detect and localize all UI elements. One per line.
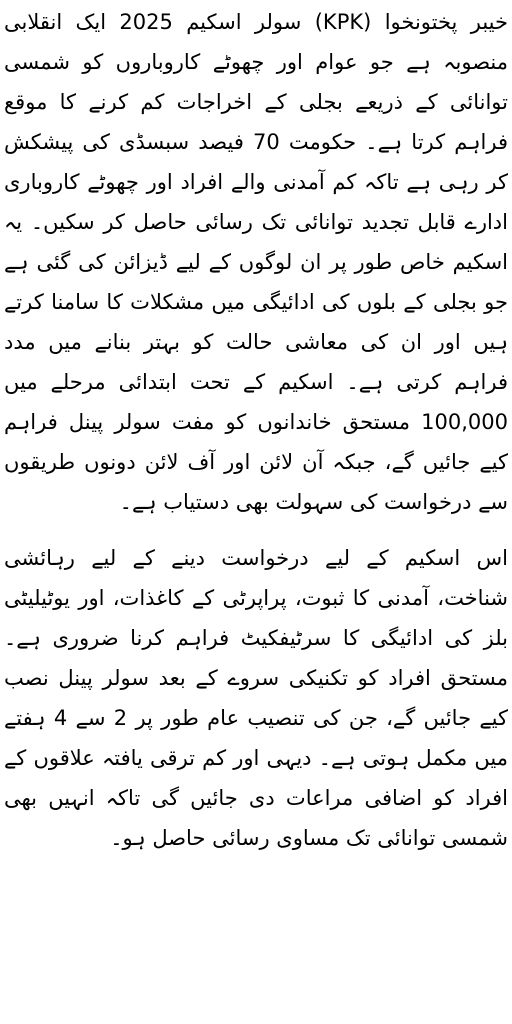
paragraph-scheme-overview: خیبر پختونخوا (KPK) سولر اسکیم 2025 ایک انقلابی منصوبہ ہے جو عوام اور چھوٹے کاروباروں کو شمسی توانائی کے ذریعے بجلی کے اخراجات کم کرنے کا موقع فراہم کرتا ہے۔ حکومت 70 فیصد سبسڈی کی پیشکش کر رہی ہے تاکہ کم آمدنی والے افراد اور چھوٹے کاروباری ادارے قابل تجدید توانائی تک رسائی حاصل کر سکیں۔ یہ اسکیم خاص طور پر ان لوگوں کے لیے ڈیزائن کی گئی ہے جو بجلی کے بلوں کی ادائیگی میں مشکلات کا سامنا کرتے ہیں اور ان کی معاشی حالت کو بہتر بنانے میں مدد فراہم کرتی ہے۔ اسکیم کے تحت ابتدائی مرحلے میں 100,000 مستحق خاندانوں کو مفت سولر پینل فراہم کیے جائیں گے، جبکہ آن لائن اور آف لائن دونوں طریقوں سے درخواست کی سہولت بھی دستیاب ہے۔ [4,10,508,514]
article-body [4,0,508,858]
paragraph-application-requirements: اس اسکیم کے لیے درخواست دینے کے لیے رہائشی شناخت، آمدنی کا ثبوت، پراپرٹی کے کاغذات، اور یوٹیلیٹی بلز کی ادائیگی کا سرٹیفکیٹ فراہم کرنا ضروری ہے۔ مستحق افراد کو تکنیکی سروے کے بعد سولر پینل نصب کیے جائیں گے، جن کی تنصیب عام طور پر 2 سے 4 ہفتے میں مکمل ہوتی ہے۔ دیہی اور کم ترقی یافتہ علاقوں کے افراد کو اضافی مراعات دی جائیں گی تاکہ انہیں بھی شمسی توانائی تک مساوی رسائی حاصل ہو۔ [4,546,508,850]
